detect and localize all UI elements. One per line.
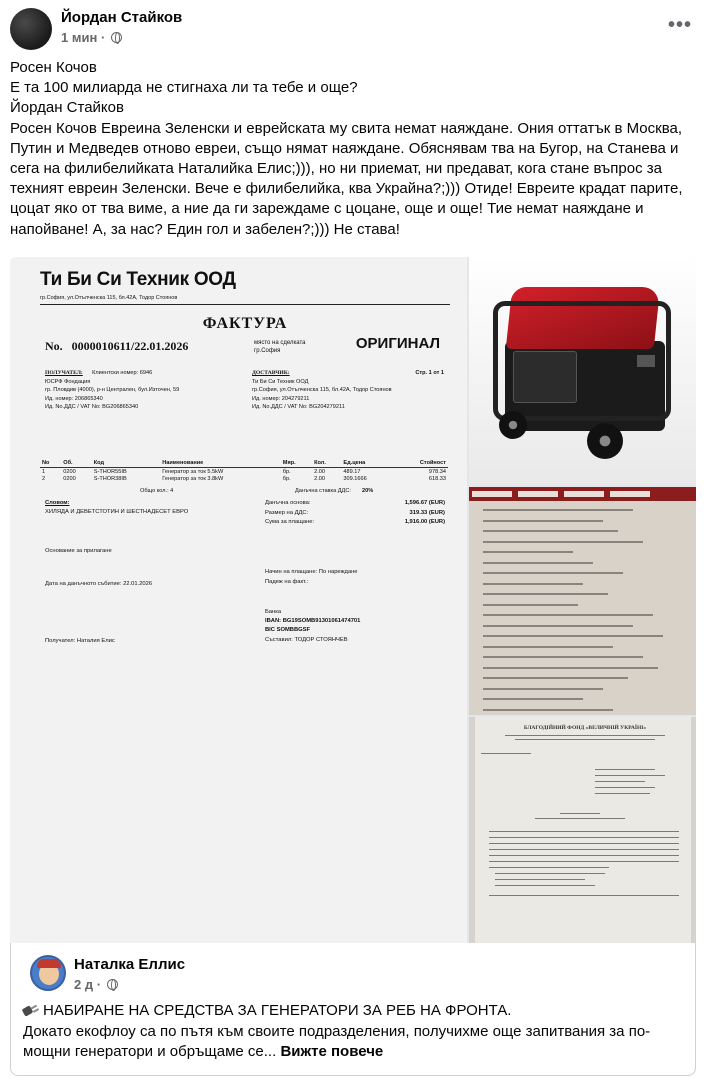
supplier-line: гр.София, ул.Отълченска 115, бл.42А, Тодор Стоянов	[252, 387, 392, 394]
col-header: Наименование	[160, 459, 281, 468]
letter-heading: БЛАГОДІЙНИЙ ФОНД «ВЕЛИЧНІЙ УКРАЇНІ»	[523, 725, 647, 731]
invoice-items-table	[40, 459, 448, 482]
cell: 0200	[63, 475, 76, 482]
shared-post-card[interactable]	[10, 943, 696, 1076]
recipient-line: Ид. No.ДДС / VAT No: BG206865340	[45, 404, 139, 411]
invoice-amounts	[265, 499, 445, 528]
iban: IBAN: BG19SOMB91301061474701	[265, 618, 361, 624]
invoice-payment	[40, 568, 450, 608]
cell: 0200	[63, 468, 76, 475]
supplier-label: ДОСТАВЧИК:	[252, 370, 290, 376]
invoice-original-label: ОРИГИНАЛ	[355, 335, 440, 352]
invoice-place-label: място на сделката	[254, 340, 306, 346]
invoice-table-header	[40, 459, 448, 468]
cell: 309.1666	[343, 475, 367, 482]
post-meta	[61, 30, 122, 45]
bank-label: Банка	[265, 609, 282, 615]
see-more-link[interactable]: Вижте повече	[280, 1043, 384, 1060]
spec-sheet-photo[interactable]	[469, 487, 696, 715]
bic: BIC SOMBBGSF	[265, 627, 311, 633]
recipient-label: ПОЛУЧАТЕЛ:	[45, 370, 83, 376]
vat-rate-label: Данъчна ставка ДДС:	[295, 488, 351, 494]
cell: 1	[42, 468, 46, 475]
recipient-line: ЮСРФ Фондация	[45, 378, 91, 385]
invoice-page: Стр. 1 от 1	[415, 370, 444, 376]
cell: 2	[42, 475, 46, 482]
cell: 2.00	[314, 475, 325, 482]
post-text-line[interactable]: Йордан Стайков	[10, 99, 124, 117]
invoice-summary	[40, 499, 450, 539]
invoice-no-label: No.	[45, 339, 63, 353]
compiler: Съставил: ТОДОР СТОЯНЧЕВ	[265, 637, 348, 643]
vat-rate: 20%	[362, 488, 374, 494]
table-row	[40, 475, 448, 482]
client-number: Клиентски номер: 6946	[92, 370, 153, 376]
shared-headline-text: НАБИРАНЕ НА СРЕДСТВА ЗА ГЕНЕРАТОРИ ЗА РЕБ НА ФРОНТА.	[43, 1002, 512, 1019]
total-qty: Общо кол.: 4	[140, 488, 174, 494]
author-avatar[interactable]	[10, 8, 52, 50]
post-text	[10, 58, 694, 240]
invoice-document	[40, 269, 450, 658]
meta-separator: ·	[100, 30, 106, 45]
letter-paper	[475, 717, 691, 943]
generator-photo[interactable]	[469, 257, 696, 485]
shared-body-text: Докато екофлоу са по пътя към своите подразделения, получихме още запитвания за по-мощни генератори и обръщаме се...	[23, 1022, 651, 1060]
post-text-line: Е та 100 милиарда не стигнаха ли та тебе и още?	[10, 79, 358, 97]
post-time[interactable]: 1 мин	[61, 30, 98, 45]
col-header: Кол.	[312, 459, 341, 468]
invoice-number-date: 0000010611/22.01.2026	[71, 339, 189, 353]
recipient-line: Ид. номер: 206865340	[45, 395, 103, 402]
cell: Генератор за ток 5.5kW	[162, 468, 224, 475]
invoice-recipient	[45, 369, 245, 412]
spec-sheet-header	[469, 487, 696, 501]
cell: S-THOR38IB	[93, 475, 127, 482]
shared-post-text	[23, 1001, 688, 1063]
col-header: Код	[92, 459, 160, 468]
vat-amount: 319.33 (EUR)	[409, 509, 445, 516]
invoice-place-value: гр.София	[254, 348, 281, 354]
basis-label: Основание за прилагане	[45, 548, 112, 554]
total-label: Сума за плащане:	[265, 519, 315, 525]
shared-body	[23, 1022, 688, 1063]
words-value: ХИЛЯДА И ДЕВЕТСТОТИН И ШЕСТНАДЕСЕТ ЕВРО	[45, 509, 189, 515]
globe-icon[interactable]	[107, 979, 118, 990]
post-text-line: Росен Кочов Евреина Зеленски и еврейската му свита немат наяждане. Ония оттатък в Москва, Путин и Медведев отново евреи, също нямат наяждане. Обяснявам тва на Бугор, на Станева и сега на филибелийката Наталийка Елис;))), но ни приемат, ни предават, кога стане въпрос за техният евреин Зеленски. Вече е филибелийка, ква Украйна?;))) Отиде! Евреите крадат парите, цоцат яко от тва виме, а ние да ги зареждаме с цоцане, още и още! Тие немат наяждане и напойване! А, за нас? Един гол и забелен?;))) Не става!	[10, 119, 683, 238]
post-text-line[interactable]: Росен Кочов	[10, 59, 97, 76]
generator-wheel	[499, 411, 527, 439]
invoice-totals-row	[40, 487, 450, 497]
shared-post-time[interactable]: 2 д	[74, 977, 94, 992]
invoice-company-address: гр.София, ул.Отълченска 115, бл.42А, Тодор Стоянов	[40, 295, 450, 305]
table-row	[40, 468, 448, 476]
cell: S-THOR55IB	[93, 468, 127, 475]
shared-author-name[interactable]: Наталка Еллис	[74, 956, 186, 973]
words-label: Словом:	[45, 500, 70, 506]
col-header: Об.	[61, 459, 91, 468]
supplier-line: Ид. номер: 204279211	[252, 395, 310, 402]
more-options-icon[interactable]: •••	[667, 14, 692, 36]
supplier-line: Ти Би Си Техник ООД	[252, 378, 309, 385]
col-header: No	[40, 459, 61, 468]
post-author-name[interactable]: Йордан Стайков	[61, 9, 183, 26]
due-date: Падеж на факт.:	[265, 579, 309, 585]
globe-icon[interactable]	[111, 32, 122, 43]
spec-sheet-lines	[483, 509, 683, 715]
cell: бр.	[282, 475, 291, 482]
cell: 2.00	[314, 468, 325, 475]
col-header: Стойност	[392, 459, 448, 468]
cell: Генератор за ток 3.8kW	[162, 475, 224, 482]
invoice-photo[interactable]	[10, 257, 467, 943]
shared-headline	[23, 1001, 688, 1022]
invoice-title: ФАКТУРА	[202, 315, 288, 332]
cell: бр.	[282, 468, 291, 475]
supplier-line: Ид. No.ДДС / VAT No: BG204279211	[252, 404, 345, 411]
post-media-grid	[10, 257, 696, 943]
meta-separator: ·	[96, 977, 102, 992]
vat-amount-label: Размер на ДДС:	[265, 509, 309, 516]
cell: 489.17	[343, 468, 361, 475]
invoice-number	[45, 339, 188, 354]
total-amount: 1,916.00 (EUR)	[404, 519, 445, 525]
col-header: Мяр.	[281, 459, 312, 468]
payment-method: Начин на плащане: По нареждане	[265, 569, 358, 575]
shared-author-avatar[interactable]	[30, 955, 66, 991]
invoice-bank	[40, 608, 450, 658]
generator-logo	[637, 355, 655, 367]
invoice-words	[45, 499, 188, 517]
invoice-place	[254, 339, 306, 355]
col-header: Ед.цена	[341, 459, 392, 468]
cell: 618.33	[428, 475, 446, 482]
tax-event-date: Дата на данъчното събитие: 22.01.2026	[45, 581, 153, 587]
generator-illustration	[487, 285, 667, 465]
plug-icon	[23, 1006, 38, 1016]
receiver: Получател: Наталия Елис	[45, 638, 115, 644]
invoice-parties	[40, 369, 450, 437]
tax-base-label: Данъчна основа:	[265, 500, 311, 506]
invoice-company: Ти Би Си Техник ООД	[40, 269, 236, 290]
invoice-number-row	[40, 335, 450, 365]
shared-post-meta	[74, 977, 118, 992]
cell: 978.34	[428, 468, 446, 475]
recipient-line: гр. Пловдив (4000), р-н Централен, бул.Източен, 59	[45, 387, 180, 394]
post-header	[10, 8, 694, 52]
generator-wheel	[587, 423, 623, 459]
letter-photo[interactable]	[469, 717, 696, 943]
tax-base: 1,596.67 (EUR)	[404, 500, 445, 506]
